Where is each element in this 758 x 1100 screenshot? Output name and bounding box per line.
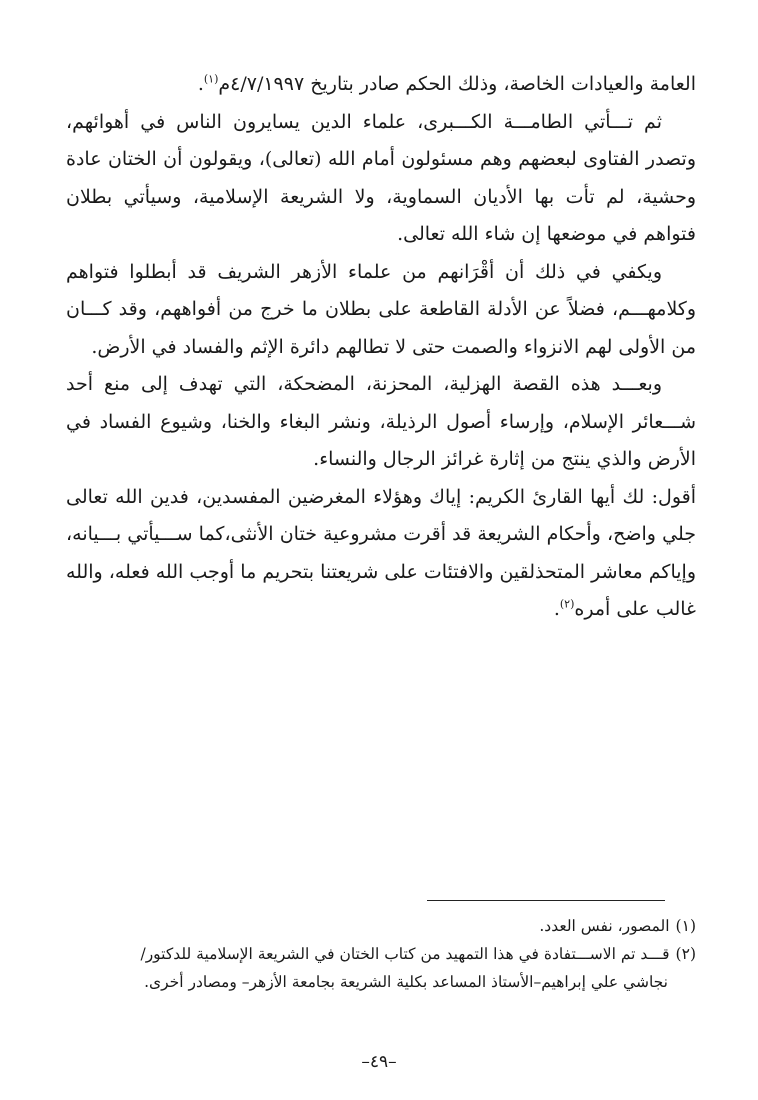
page-number: –٤٩–	[361, 1052, 397, 1072]
footnote-2-continuation: نجاشي علي إبراهيم–الأستاذ المساعد بكلية الشريعة بجامعة الأزهر– ومصادر أخرى.	[144, 973, 668, 991]
footnote-ref-1: (١)	[203, 72, 219, 86]
footnotes	[66, 912, 696, 996]
paragraph-4: وبعـــد هذه القصة الهزلية، المحزنة، المضحكة، التي تهدف إلى منع أحد شـــعائر الإسلام، وإرساء أصول الرذيلة، ونشر البغاء والخنا، وشيوع الفساد في الأرض والذي ينتج من إثارة غرائز الرجال والنساء.	[66, 373, 696, 470]
footnote-1-text: المصور، نفس العدد.	[539, 917, 670, 935]
footnote-2	[66, 940, 696, 996]
footnote-ref-2: (٢)	[559, 597, 575, 611]
footnote-2-number: (٢)	[675, 945, 696, 963]
paragraph-3: ويكفي في ذلك أن أقْرَانهم من علماء الأزهر الشريف قد أبطلوا فتواهم وكلامهـــم، فضلاً عن الأدلة القاطعة على بطلان ما خرج من أفواههم، وقد كـــان من الأولى لهم الانزواء والصمت حتى لا تطالهم دائرة الإثم والفساد في الأرض.	[66, 260, 696, 358]
footnote-separator	[427, 900, 665, 901]
footnote-1	[66, 912, 696, 940]
paragraph-2: ثم تـــأتي الطامـــة الكـــبرى، علماء الدين يسايرون الناس في أهوائهم، وتصدر الفتاوى لبعضهم وهم مسئولون أمام الله (تعالى)، ويقولون أن الختان عادة وحشية، لم تأت بها الأديان السماوية، ولا الشريعة الإسلامية، وسيأتي بطلان فتواهم في موضعها إن شاء الله تعالى.	[66, 110, 696, 245]
paragraph-5	[66, 479, 696, 629]
paragraph-1-end: .	[197, 73, 204, 95]
footnote-2-text: قـــد تم الاســـتفادة في هذا التمهيد من كتاب الختان في الشريعة الإسلامية للدكتور/	[140, 945, 670, 963]
paragraph-1-text: العامة والعيادات الخاصة، وذلك الحكم صادر بتاريخ ٤/٧/١٩٩٧م	[218, 73, 696, 95]
footnote-1-number: (١)	[675, 917, 696, 935]
paragraph-1	[66, 66, 696, 104]
paragraph-5-text: أقول: لك أيها القارئ الكريم: إياك وهؤلاء المغرضين المفسدين، فدين الله تعالى جلي واضح، وأحكام الشريعة قد أقرت مشروعية ختان الأنثى،كما ســـيأتي بـــيانه، وإياكم معاشر المتحذلقين والافتئات على شريعتنا بتحريم ما أوجب الله فعله، والله غالب على أمره	[66, 485, 696, 620]
paragraph-5-end: .	[553, 598, 560, 620]
main-text	[66, 66, 696, 629]
